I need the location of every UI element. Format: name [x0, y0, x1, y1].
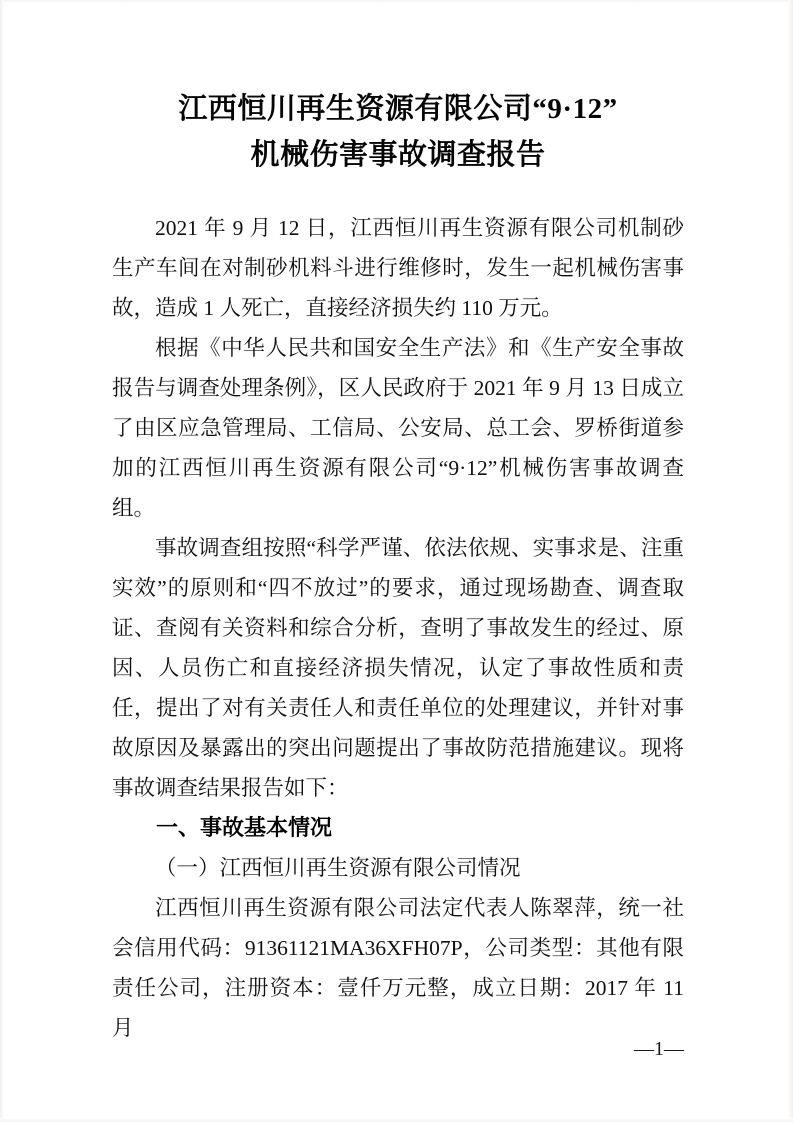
document-body [112, 208, 684, 1048]
paragraph-company-details: 江西恒川再生资源有限公司法定代表人陈翠萍，统一社会信用代码：91361121MA36XFH07P，公司类型：其他有限责任公司，注册资本：壹仟万元整，成立日期：2017 年 11 月 [112, 896, 684, 1040]
paragraph-investigation-basis: 根据《中华人民共和国安全生产法》和《生产安全事故报告与调查处理条例》，区人民政府于 2021 年 9 月 13 日成立了由区应急管理局、工信局、公安局、总工会、罗桥街道参加的江西恒川再生资源有限公司“9·12”机械伤害事故调查组。 [112, 336, 684, 520]
paragraph-investigation-method: 事故调查组按照“科学严谨、依法依规、实事求是、注重实效”的原则和“四不放过”的要求，通过现场勘查、调查取证、查阅有关资料和综合分析，查明了事故发生的经过、原因、人员伤亡和直接经济损失情况，认定了事故性质和责任，提出了对有关责任人和责任单位的处理建议，并针对事故原因及暴露出的突出问题提出了事故防范措施建议。现将事故调查结果报告如下： [112, 536, 684, 800]
page-number-footer: —1— [634, 1038, 684, 1060]
document-title-line-2: 机械伤害事故调查报告 [250, 139, 546, 171]
paragraph-incident-summary: 2021 年 9 月 12 日，江西恒川再生资源有限公司机制砂生产车间在对制砂机料斗进行维修时，发生一起机械伤害事故，造成 1 人死亡，直接经济损失约 110 万元。 [112, 216, 684, 320]
subsection-heading-company-info: （一）江西恒川再生资源有限公司情况 [155, 856, 521, 880]
scan-edge-bottom [0, 1118, 793, 1122]
section-heading-basic-situation: 一、事故基本情况 [156, 815, 333, 840]
document-title [112, 0, 684, 178]
scan-edge-right [788, 0, 793, 1122]
document-content [112, 0, 684, 1048]
scan-edge-left [0, 0, 4, 1122]
document-title-line-1: 江西恒川再生资源有限公司“9·12” [178, 93, 618, 125]
